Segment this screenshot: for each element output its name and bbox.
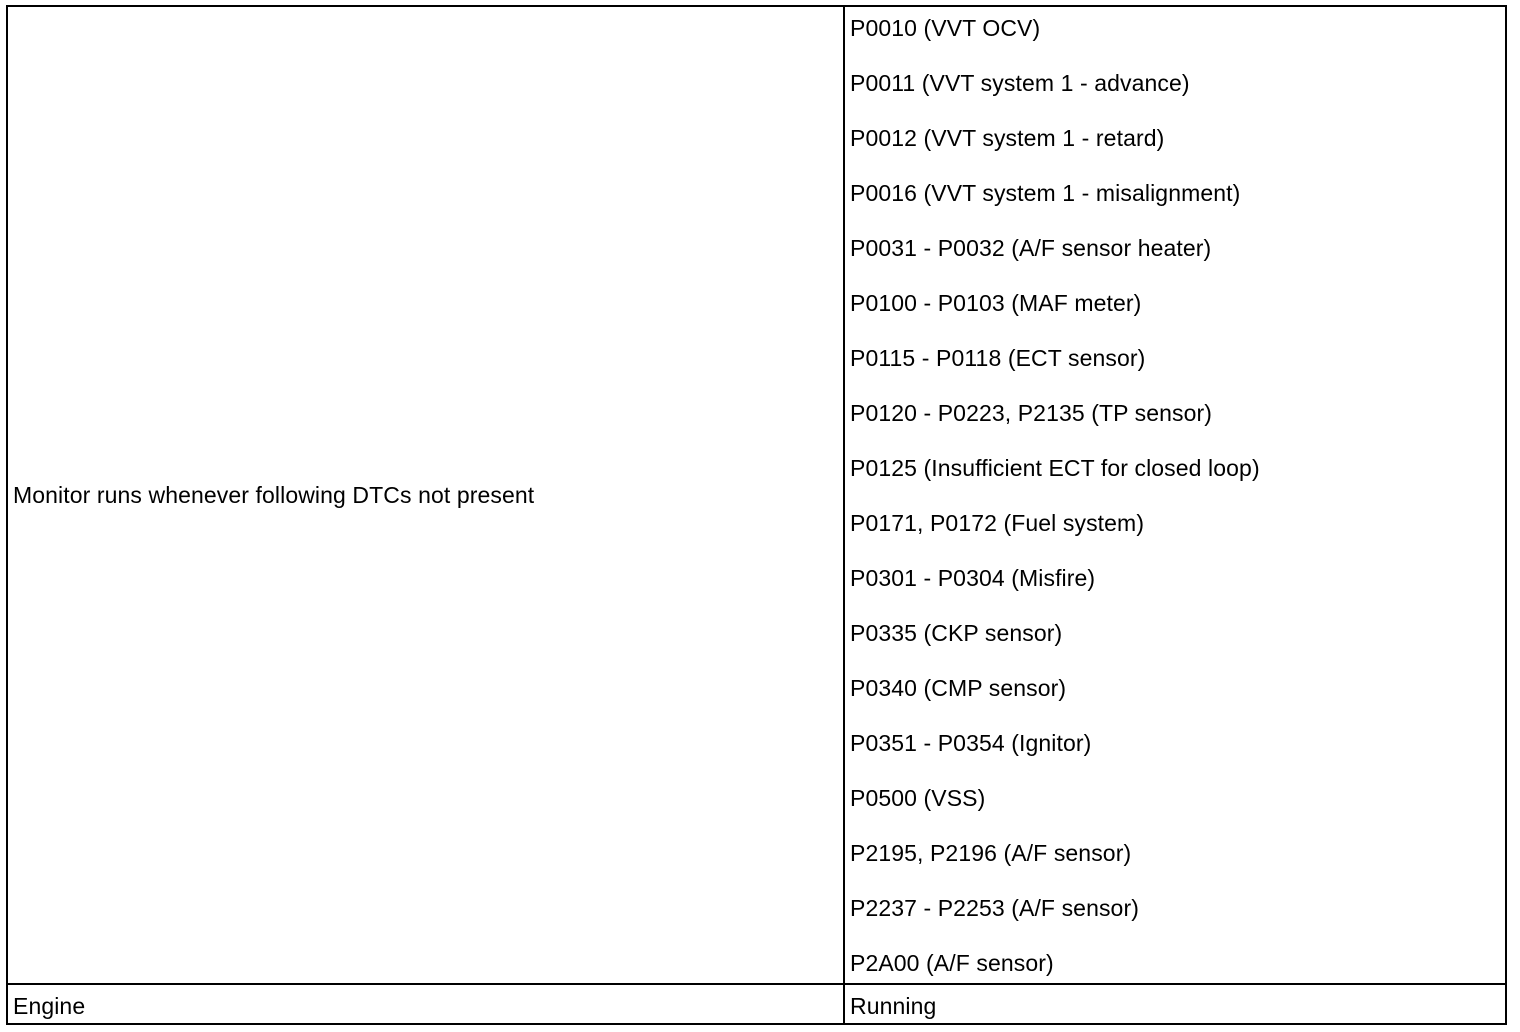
dtc-item: P0012 (VVT system 1 - retard): [850, 125, 1165, 151]
dtc-item: P0125 (Insufficient ECT for closed loop): [850, 455, 1260, 481]
engine-value: Running: [850, 993, 937, 1019]
dtc-item: P0100 - P0103 (MAF meter): [850, 290, 1142, 316]
dtc-item: P0335 (CKP sensor): [850, 620, 1063, 646]
dtc-item: P0031 - P0032 (A/F sensor heater): [850, 235, 1212, 261]
dtc-item: P0010 (VVT OCV): [850, 15, 1041, 41]
dtc-item: P0301 - P0304 (Misfire): [850, 565, 1096, 591]
dtc-item: P2195, P2196 (A/F sensor): [850, 840, 1132, 866]
dtc-item: P0171, P0172 (Fuel system): [850, 510, 1145, 536]
dtc-item: P0351 - P0354 (Ignitor): [850, 730, 1092, 756]
dtc-item: P0500 (VSS): [850, 785, 986, 811]
dtc-item: P0115 - P0118 (ECT sensor): [850, 345, 1146, 371]
dtc-item: P0016 (VVT system 1 - misalignment): [850, 180, 1241, 206]
conditions-table: [6, 5, 1507, 1025]
dtc-item: P0340 (CMP sensor): [850, 675, 1067, 701]
engine-label: Engine: [13, 993, 86, 1019]
column-divider: [843, 7, 845, 1023]
monitor-condition-label: Monitor runs whenever following DTCs not present: [13, 482, 535, 508]
row-divider: [8, 983, 1505, 985]
dtc-list: [850, 15, 1260, 1005]
dtc-item: P2A00 (A/F sensor): [850, 950, 1054, 976]
dtc-item: P0011 (VVT system 1 - advance): [850, 70, 1190, 96]
dtc-item: P2237 - P2253 (A/F sensor): [850, 895, 1139, 921]
dtc-item: P0120 - P0223, P2135 (TP sensor): [850, 400, 1213, 426]
